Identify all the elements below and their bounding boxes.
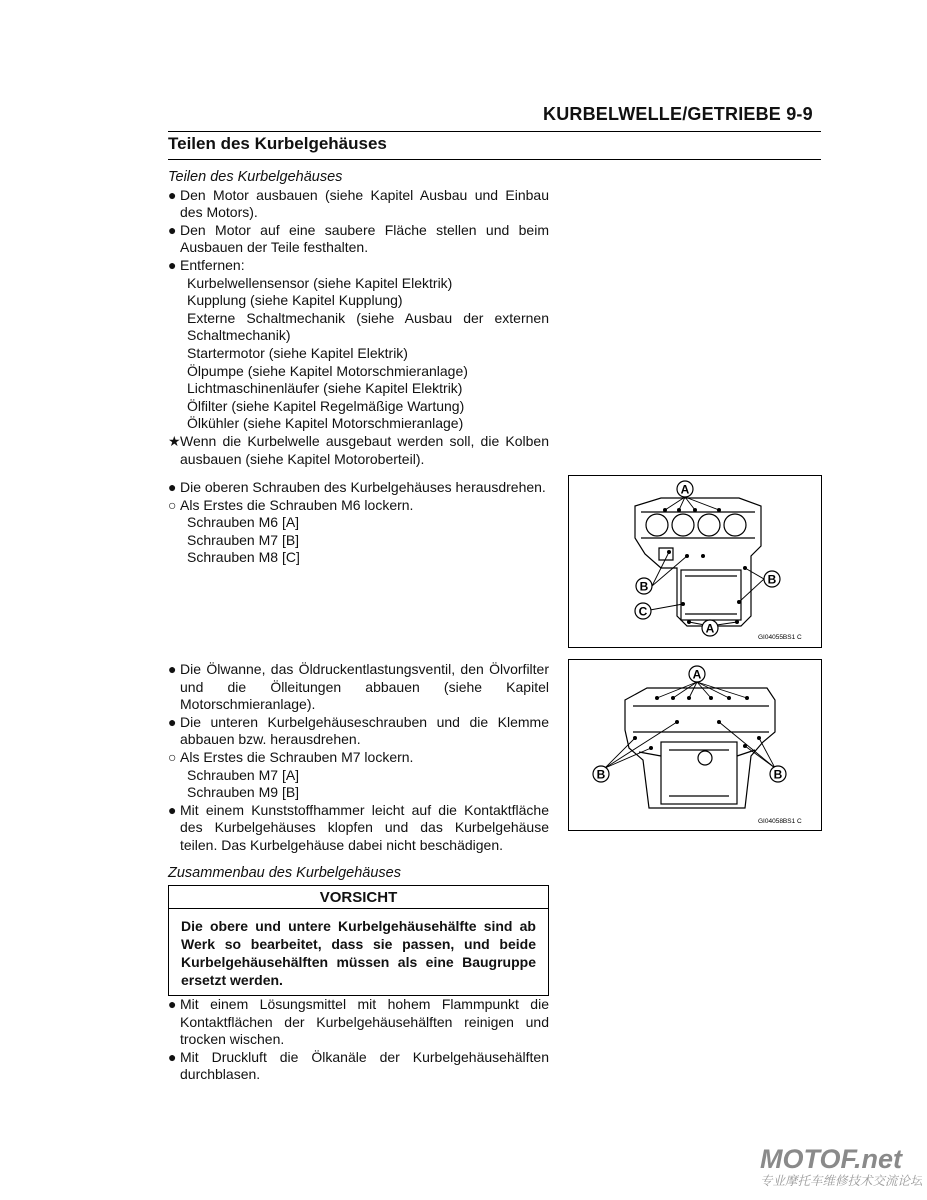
figure-label: A	[705, 621, 715, 636]
figure-upper-crankcase	[568, 475, 822, 648]
block-assembly-steps	[168, 996, 549, 1084]
bolt-item: Schrauben M7 [A]	[187, 766, 300, 783]
bullet-icon: ●	[168, 1048, 177, 1065]
bullet-icon: ●	[168, 801, 177, 818]
motof-watermark-logo	[758, 1140, 922, 1195]
step-bullet: ● Die unteren Kurbelgehäuseschrauben und die Klemme abbauen bzw. herausdrehen.	[168, 713, 549, 748]
figure-code: GI04055BS1 C	[758, 634, 802, 641]
motof-logo	[758, 1140, 922, 1190]
bullet-icon: ●	[168, 256, 177, 273]
star-note: ★Wenn die Kurbelwelle ausgebaut werden soll, die Kolben ausbauen (siehe Kapitel Motoroberteil).	[168, 432, 549, 467]
figure-label: B	[767, 572, 777, 587]
bullet-icon: ●	[168, 479, 177, 495]
remove-item: Externe Schaltmechanik (siehe Ausbau der externen Schaltmechanik)	[187, 309, 549, 344]
section-rule	[168, 159, 821, 160]
remove-item: Ölfilter (siehe Kapitel Regelmäßige Wartung)	[187, 397, 465, 414]
bullet-icon: ●	[168, 713, 177, 730]
step-bullet: ● Die Ölwanne, das Öldruckentlastungsventil, den Ölvorfilter und die Ölleitungen abbauen (siehe Kapitel Motorschmieranlage).	[168, 661, 549, 713]
bolt-item: Schrauben M6 [A]	[187, 514, 300, 531]
figure-label: B	[596, 767, 606, 782]
block-lower-bolts	[168, 661, 549, 855]
step-bullet: ● Mit Druckluft die Ölkanäle der Kurbelgehäusehälften durchblasen.	[168, 1048, 549, 1083]
lower-crankcase-drawing	[569, 660, 821, 830]
caution-box	[168, 885, 549, 996]
block-upper-bolts	[168, 479, 549, 567]
upper-crankcase-drawing	[569, 476, 821, 647]
circle-icon: ○	[168, 748, 177, 765]
remove-item: Ölpumpe (siehe Kapitel Motorschmieranlage)	[187, 362, 468, 379]
figure-label: A	[692, 667, 702, 682]
figure-lower-crankcase	[568, 659, 822, 831]
step-circle: ○ Als Erstes die Schrauben M6 lockern.	[168, 496, 414, 513]
caution-body: Die obere und untere Kurbelgehäusehälfte sind ab Werk so bearbeitet, dass sie passen, und beide Kurbelgehäusehälften müssen als eine Baugruppe ersetzt werden.	[181, 918, 536, 988]
figure-code: GI04058BS1 C	[758, 818, 802, 825]
section-title: Teilen des Kurbelgehäuses	[168, 134, 387, 153]
step-bullet: ● Den Motor ausbauen (siehe Kapitel Ausbau und Einbau des Motors).	[168, 186, 549, 221]
logo-tagline: 专业摩托车维修技术交流论坛	[760, 1173, 922, 1188]
figure-label: B	[639, 579, 649, 594]
bullet-icon: ●	[168, 221, 177, 238]
step-bullet: ● Den Motor auf eine saubere Fläche stellen und beim Ausbauen der Teile festhalten.	[168, 221, 549, 256]
bullet-icon: ●	[168, 186, 177, 203]
remove-item: Startermotor (siehe Kapitel Elektrik)	[187, 344, 408, 361]
remove-item: Kupplung (siehe Kapitel Kupplung)	[187, 292, 403, 309]
figure-label: A	[680, 482, 690, 497]
block-assembly-heading	[168, 865, 549, 883]
logo-brand: MOTOF.net	[760, 1144, 903, 1174]
caution-title: VORSICHT	[169, 886, 548, 909]
step-bullet: ● Die oberen Schrauben des Kurbelgehäuses herausdrehen.	[168, 479, 546, 495]
bolt-item: Schrauben M7 [B]	[187, 531, 300, 548]
step-bullet: ● Entfernen:	[168, 256, 245, 273]
star-icon: ★	[168, 432, 181, 449]
subheading-assembly: Zusammenbau des Kurbelgehäuses	[168, 865, 401, 881]
block-disassembly	[168, 169, 549, 468]
page-header: KURBELWELLE/GETRIEBE 9-9	[543, 104, 813, 124]
circle-icon: ○	[168, 496, 177, 513]
bullet-icon: ●	[168, 996, 177, 1012]
step-circle: ○ Als Erstes die Schrauben M7 lockern.	[168, 748, 414, 765]
subheading-disassembly: Teilen des Kurbelgehäuses	[168, 169, 343, 185]
bolt-item: Schrauben M8 [C]	[187, 549, 300, 566]
figure-label: C	[638, 604, 648, 619]
remove-item: Ölkühler (siehe Kapitel Motorschmieranlage)	[187, 415, 464, 432]
step-bullet: ● Mit einem Kunststoffhammer leicht auf die Kontaktfläche des Kurbelgehäuses klopfen und das Kurbelgehäuse teilen. Das Kurbelgehäuse dabei nicht beschädigen.	[168, 801, 549, 853]
bullet-icon: ●	[168, 661, 177, 677]
bolt-item: Schrauben M9 [B]	[187, 784, 300, 801]
remove-item: Lichtmaschinenläufer (siehe Kapitel Elektrik)	[187, 380, 463, 397]
figure-label: B	[773, 767, 783, 782]
remove-item: Kurbelwellensensor (siehe Kapitel Elektrik)	[187, 274, 453, 291]
step-bullet: ● Mit einem Lösungsmittel mit hohem Flammpunkt die Kontaktflächen der Kurbelgehäusehälften reinigen und trocken wischen.	[168, 996, 549, 1048]
header-rule	[168, 131, 821, 132]
